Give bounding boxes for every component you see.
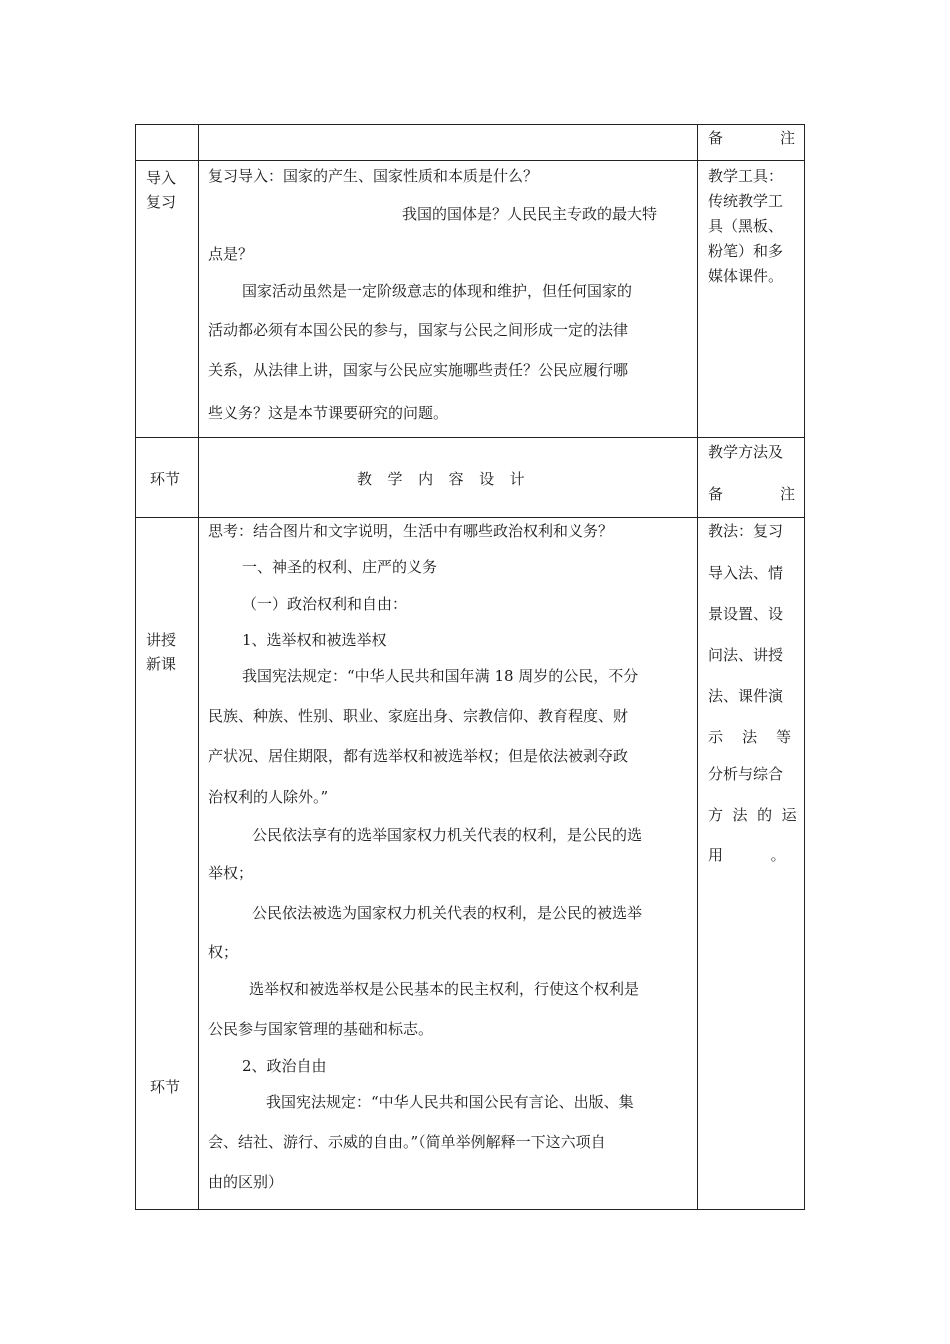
content-design-title: 教 学 内 容 设 计 <box>357 470 527 488</box>
paragraph-line: 会、结社、游行、示威的自由。”（简单举例解释一下这六项自 <box>208 1133 606 1151</box>
section-label: 环节 <box>150 1078 181 1096</box>
section-label: 环节 <box>150 470 181 488</box>
paragraph-line: 选举权和被选举权是公民基本的民主权利，行使这个权利是 <box>249 980 640 998</box>
notes-line: 教法：复习 <box>708 522 784 540</box>
notes-header-char: 注 <box>780 485 796 503</box>
paragraph-line: 产状况、居住期限，都有选举权和被选举权；但是依法被剥夺政 <box>208 747 629 765</box>
paragraph-line: 国家活动虽然是一定阶级意志的体现和维护，但任何国家的 <box>242 282 633 300</box>
notes-header-line: 教学方法及 <box>708 443 784 461</box>
column-divider <box>198 124 199 1210</box>
paragraph-line: 我国宪法规定：“中华人民共和国公民有言论、出版、集 <box>266 1093 634 1111</box>
notes-line: 示 法 等 <box>708 728 792 746</box>
paragraph-line: 我国的国体是？人民民主专政的最大特 <box>402 205 658 223</box>
paragraph-line: 权； <box>208 943 239 961</box>
heading-line: 一、神圣的权利、庄严的义务 <box>242 558 438 576</box>
paragraph-line: 复习导入：国家的产生、国家性质和本质是什么？ <box>208 167 539 185</box>
paragraph-line: 思考：结合图片和文字说明，生活中有哪些政治权利和义务？ <box>208 522 614 540</box>
notes-line: 法、课件演 <box>708 687 784 705</box>
heading-line: 2、政治自由 <box>242 1057 327 1075</box>
paragraph-line: 公民参与国家管理的基础和标志。 <box>208 1020 434 1038</box>
paragraph-line: 由的区别） <box>208 1173 284 1191</box>
header-remarks-char-1: 备 <box>708 129 724 147</box>
section-label: 复习 <box>146 193 177 211</box>
paragraph-line: 点是？ <box>208 245 254 263</box>
section-label: 导入 <box>146 169 177 187</box>
notes-line: 教学工具： <box>708 167 784 185</box>
paragraph-line: 举权； <box>208 864 254 882</box>
paragraph-line: 些义务？这是本节课要研究的问题。 <box>208 404 449 422</box>
row-divider <box>135 517 805 518</box>
notes-line: 方 法 的 运 <box>708 806 797 824</box>
paragraph-line: 公民依法被选为国家权力机关代表的权利，是公民的被选举 <box>252 904 643 922</box>
notes-header-char: 备 <box>708 485 724 503</box>
column-divider <box>697 124 698 1210</box>
paragraph-line: 公民依法享有的选举国家权力机关代表的权利，是公民的选 <box>252 826 643 844</box>
notes-line: 媒体课件。 <box>708 267 784 285</box>
heading-line: （一）政治权利和自由： <box>242 595 408 613</box>
notes-line: 传统教学工 <box>708 192 784 210</box>
notes-line: 导入法、情 <box>708 564 784 582</box>
section-label: 新课 <box>146 655 177 673</box>
notes-line: 具（黑板、 <box>708 217 784 235</box>
header-remarks-char-2: 注 <box>780 129 796 147</box>
paragraph-line: 我国宪法规定：“中华人民共和国年满 18 周岁的公民，不分 <box>242 667 639 685</box>
paragraph-line: 民族、种族、性别、职业、家庭出身、宗教信仰、教育程度、财 <box>208 707 629 725</box>
notes-line: 分析与综合 <box>708 765 784 783</box>
paragraph-line: 活动都必须有本国公民的参与，国家与公民之间形成一定的法律 <box>208 321 629 339</box>
row-divider <box>135 160 805 161</box>
paragraph-line: 治权利的人除外。” <box>208 788 329 806</box>
notes-line: 景设置、设 <box>708 605 784 623</box>
row-divider <box>135 437 805 438</box>
notes-line: 用 。 <box>708 846 786 864</box>
section-label: 讲授 <box>146 631 177 649</box>
paragraph-line: 关系，从法律上讲，国家与公民应实施哪些责任？公民应履行哪 <box>208 361 629 379</box>
heading-line: 1、选举权和被选举权 <box>242 631 387 649</box>
notes-line: 问法、讲授 <box>708 646 784 664</box>
notes-line: 粉笔）和多 <box>708 242 784 260</box>
